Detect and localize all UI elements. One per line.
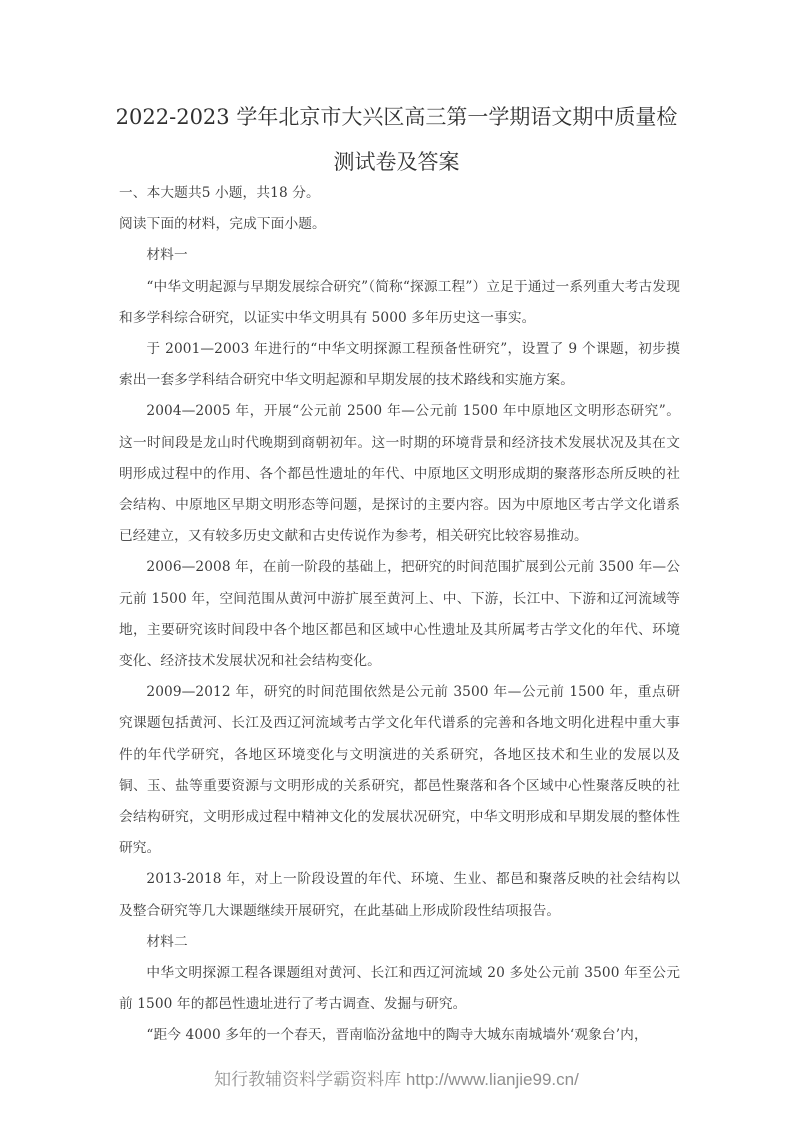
document-body [119,178,680,1052]
page-footer [0,1068,793,1092]
paragraph: 2006—2008 年，在前一阶段的基础上，把研究的时间范围扩展到公元前 3500 年—公元前 1500 年，空间范围从黄河中游扩展至黄河上、中、下游，长江中、下游和辽河流域等地，主要研究该时间段中各个地区都邑和区域中心性遗址及其所属考古学文化的年代、环境变化、经济技术发展状况和社会结构变化。 [119,559,680,670]
paragraph: 2009—2012 年，研究的时间范围依然是公元前 3500 年—公元前 1500 年，重点研究课题包括黄河、长江及西辽河流域考古学文化年代谱系的完善和各地文明化进程中重大事件的年代学研究，各地区环境变化与文明演进的关系研究，各地区技术和生业的发展以及铜、玉、盐等重要资源与文明形成的关系研究，都邑性聚落和各个区域中心性聚落反映的社会结构研究，文明形成过程中精神文化的发展状况研究，中华文明形成和早期发展的整体性研究。 [119,684,680,857]
page-title-line1: 2022-2023 学年北京市大兴区高三第一学期语文期中质量检 [115,105,678,129]
page-title [0,95,793,185]
paragraph: 2004—2005 年，开展“公元前 2500 年—公元前 1500 年中原地区文明形态研究”。这一时间段是龙山时代晚期到商朝初年。这一时期的环境背景和经济技术发展状况及其在文明形成过程中的作用、各个都邑性遗址的年代、中原地区文明形成期的聚落形态所反映的社会结构、中原地区早期文明形态等问题，是探讨的主要内容。因为中原地区考古学文化谱系已经建立，又有较多历史文献和古史传说作为参考，相关研究比较容易推动。 [119,403,680,545]
paragraph: 阅读下面的材料，完成下面小题。 [119,216,326,233]
paragraph: 材料一 [146,247,188,264]
paragraph: “距今 4000 多年的一个春天，晋南临汾盆地中的陶寺大城东南城墙外‘观象台’内， [146,1027,648,1044]
paragraph: 材料二 [146,933,188,950]
paragraph: 2013-2018 年，对上一阶段设置的年代、环境、生业、都邑和聚落反映的社会结构以及整合研究等几大课题继续开展研究，在此基础上形成阶段性结项报告。 [119,871,680,919]
paragraph: 中华文明探源工程各课题组对黄河、长江和西辽河流域 20 多处公元前 3500 年至公元前 1500 年的都邑性遗址进行了考古调查、发掘与研究。 [119,965,680,1013]
footer-watermark-text: 知行教辅资料学霸资料库 http://www.lianjie99.cn/ [214,1070,579,1089]
paragraph: “中华文明起源与早期发展综合研究”（简称“探源工程”）立足于通过一系列重大考古发现和多学科综合研究，以证实中华文明具有 5000 多年历史这一事实。 [119,278,680,326]
paragraph: 一、本大题共5 小题，共18 分。 [119,185,320,201]
paragraph: 于 2001—2003 年进行的“中华文明探源工程预备性研究”，设置了 9 个课题，初步摸索出一套多学科结合研究中华文明起源和早期发展的技术路线和实施方案。 [119,341,680,389]
page-title-line2: 测试卷及答案 [333,150,460,174]
